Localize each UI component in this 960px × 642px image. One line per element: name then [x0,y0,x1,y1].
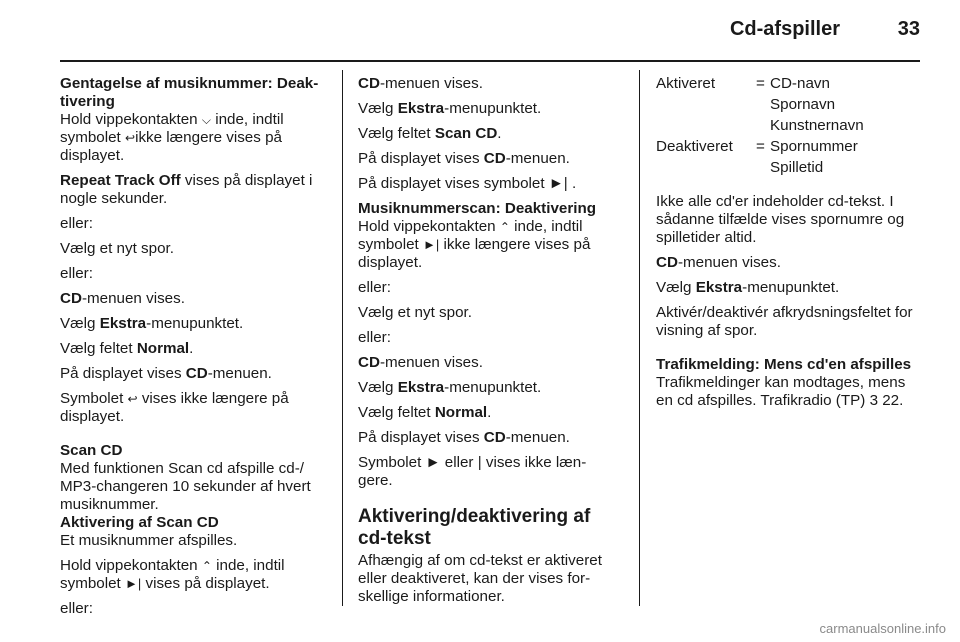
cd-text-table-value: Spornummer [770,138,858,155]
text: På displayet vises [60,365,186,382]
text: -menuen vises. [81,290,185,307]
bold-text: CD [483,429,506,446]
cd-text-table-label [656,117,756,135]
text: vises på displayet. [145,575,270,592]
text: Vælg [358,379,398,396]
watermark: carmanualsonline.info [819,621,946,636]
text: På displayet vises [358,429,484,446]
text: Vælg feltet [358,125,435,142]
choose-extra-text [656,279,924,297]
text: -menuen vises. [677,254,781,271]
cd-menu-text [358,75,620,93]
text: -menuen. [207,365,272,382]
scan-activate-text: Et musiknummer afspilles. [60,532,238,549]
text: inde, indtil symbolet [60,111,284,146]
cd-text-description: Afhængig af om cd-tekst er aktiveret eller deaktiveret, kan der vises for-skellige informationer. [358,552,602,605]
text: ikke længere vises på displayet. [358,236,591,271]
page-number: 33 [897,18,920,40]
symbol-text [60,390,332,426]
bold-text: Scan CD [434,125,498,142]
cd-text-table [656,75,924,177]
cd-text-table-eq [756,159,770,177]
text: Hold vippekontakten [358,218,496,235]
text: -menuen. [505,150,570,167]
choose-extra-text [358,379,620,397]
bold-text: Normal [434,404,488,421]
bold-text: CD [483,150,506,167]
text: Trafikmeldinger kan modtages, mens en cd afspilles. Trafikradio (TP) [656,374,906,409]
page-reference-icon: 3 [869,392,879,409]
text: -menupunktet. [444,100,542,117]
bold-text: CD [358,354,380,371]
rocker-up-icon: ⌃ [201,559,212,573]
text: -menupunktet. [444,379,542,396]
rocker-down-icon: ⌵ [201,113,211,127]
cd-text-table-value: Spornavn [770,96,836,113]
cd-text-heading: Aktivering/deaktivering af cd-tekst [358,506,591,549]
bold-text: CD [185,365,208,382]
text: vises ikke længere på displayet. [60,390,289,425]
text: Vælg feltet [358,404,435,421]
text: -menuen vises. [379,354,483,371]
cd-text-table-eq: = [756,75,765,92]
scan-icon: ►| [125,576,142,591]
rocker-up-icon: ⌃ [499,220,510,234]
cd-text-table-value: Kunstnernavn [770,117,864,134]
text: Hold vippekontakten [60,111,198,128]
cd-menu-text [656,254,924,272]
text: Vælg feltet [60,340,137,357]
cd-text-table-label: Aktiveret [656,75,716,92]
choose-field-text [60,340,332,358]
text: inde, indtil symbolet [358,218,583,253]
text: Vælg [60,315,100,332]
traffic-heading: Trafikmelding: Mens cd'en afspilles [656,356,912,373]
text: . [487,404,492,421]
symbol-text: Symbolet ► eller | vises ikke læn-gere. [358,454,587,489]
repeat-off-note [60,172,332,208]
column-3 [656,75,924,410]
scan-heading: Scan CD [60,442,123,459]
section-title: Cd-afspiller [729,18,840,40]
bold-text: CD [60,290,82,307]
cd-text-table-value: CD-navn [770,75,830,92]
repeat-heading: Gentagelse af musiknummer: Deak-tivering [60,75,319,110]
text: -menuen. [505,429,570,446]
page-header [0,0,960,70]
page-reference: 22. [878,392,904,409]
new-track-text: Vælg et nyt spor. [60,240,174,257]
choose-extra-text [60,315,332,333]
text: . [497,125,502,142]
text: ikke længere vises på displayet. [60,129,282,164]
text: Vælg [656,279,696,296]
text: -menupunktet. [146,315,244,332]
cd-text-table-eq: = [756,138,765,155]
choose-extra-text [358,100,620,118]
display-text [358,150,620,168]
toggle-checkbox-text: Aktivér/deaktivér afkrydsningsfeltet for visning af spor. [656,304,913,339]
bold-text: Ekstra [99,315,147,332]
bold-text: Repeat Track Off [60,172,181,189]
column-divider-1 [342,70,343,606]
scan-icon: ►| [423,237,440,252]
text: inde, indtil symbolet [60,557,285,592]
repeat-icon: ↩ [127,392,138,406]
text: Vælg [358,100,398,117]
scan-deactivate-instruction [358,218,620,272]
text: Hold vippekontakten [60,557,198,574]
column-2 [358,75,620,606]
or-text: eller: [358,329,391,346]
scan-hold-instruction [60,557,332,593]
cd-text-table-value: Spilletid [770,159,824,176]
cd-menu-text [358,354,620,372]
cd-text-table-label [656,96,756,114]
column-divider-2 [639,70,640,606]
choose-field-text [358,125,620,143]
repeat-instruction [60,111,332,165]
cd-text-table-eq [756,96,770,114]
bold-text: Normal [136,340,190,357]
display-text [60,365,332,383]
repeat-icon: ↩ [125,131,136,145]
text: Symbolet [60,390,128,407]
cd-text-table-label: Deaktiveret [656,138,733,155]
text: . [189,340,194,357]
cd-menu-text [60,290,332,308]
bold-text: CD [656,254,678,271]
display-text [358,429,620,447]
cd-text-note: Ikke alle cd'er indeholder cd-tekst. I sådanne tilfælde vises spornumre og spilletider altid. [656,193,905,246]
bold-text: Ekstra [397,100,445,117]
symbol-text: På displayet vises symbolet ►| . [358,175,577,192]
or-text: eller: [60,215,93,232]
text: vises på displayet i nogle sekunder. [60,172,313,207]
column-1 [60,75,332,625]
bold-text: Ekstra [397,379,445,396]
bold-text: CD [358,75,380,92]
text: På displayet vises [358,150,484,167]
or-text: eller: [60,600,93,617]
bold-text: Ekstra [695,279,743,296]
traffic-description [656,374,924,410]
scan-activate-heading: Aktivering af Scan CD [60,514,219,531]
cd-text-table-eq [756,117,770,135]
new-track-text: Vælg et nyt spor. [358,304,472,321]
or-text: eller: [358,279,391,296]
text: -menuen vises. [379,75,483,92]
text: -menupunktet. [742,279,840,296]
scan-deactivate-heading: Musiknummerscan: Deaktivering [358,200,597,217]
header-rule [60,60,920,62]
scan-description: Med funktionen Scan cd afspille cd-/ MP3-changeren 10 sekunder af hvert musiknummer. [60,460,311,513]
choose-field-text [358,404,620,422]
or-text: eller: [60,265,93,282]
cd-text-table-label [656,159,756,177]
